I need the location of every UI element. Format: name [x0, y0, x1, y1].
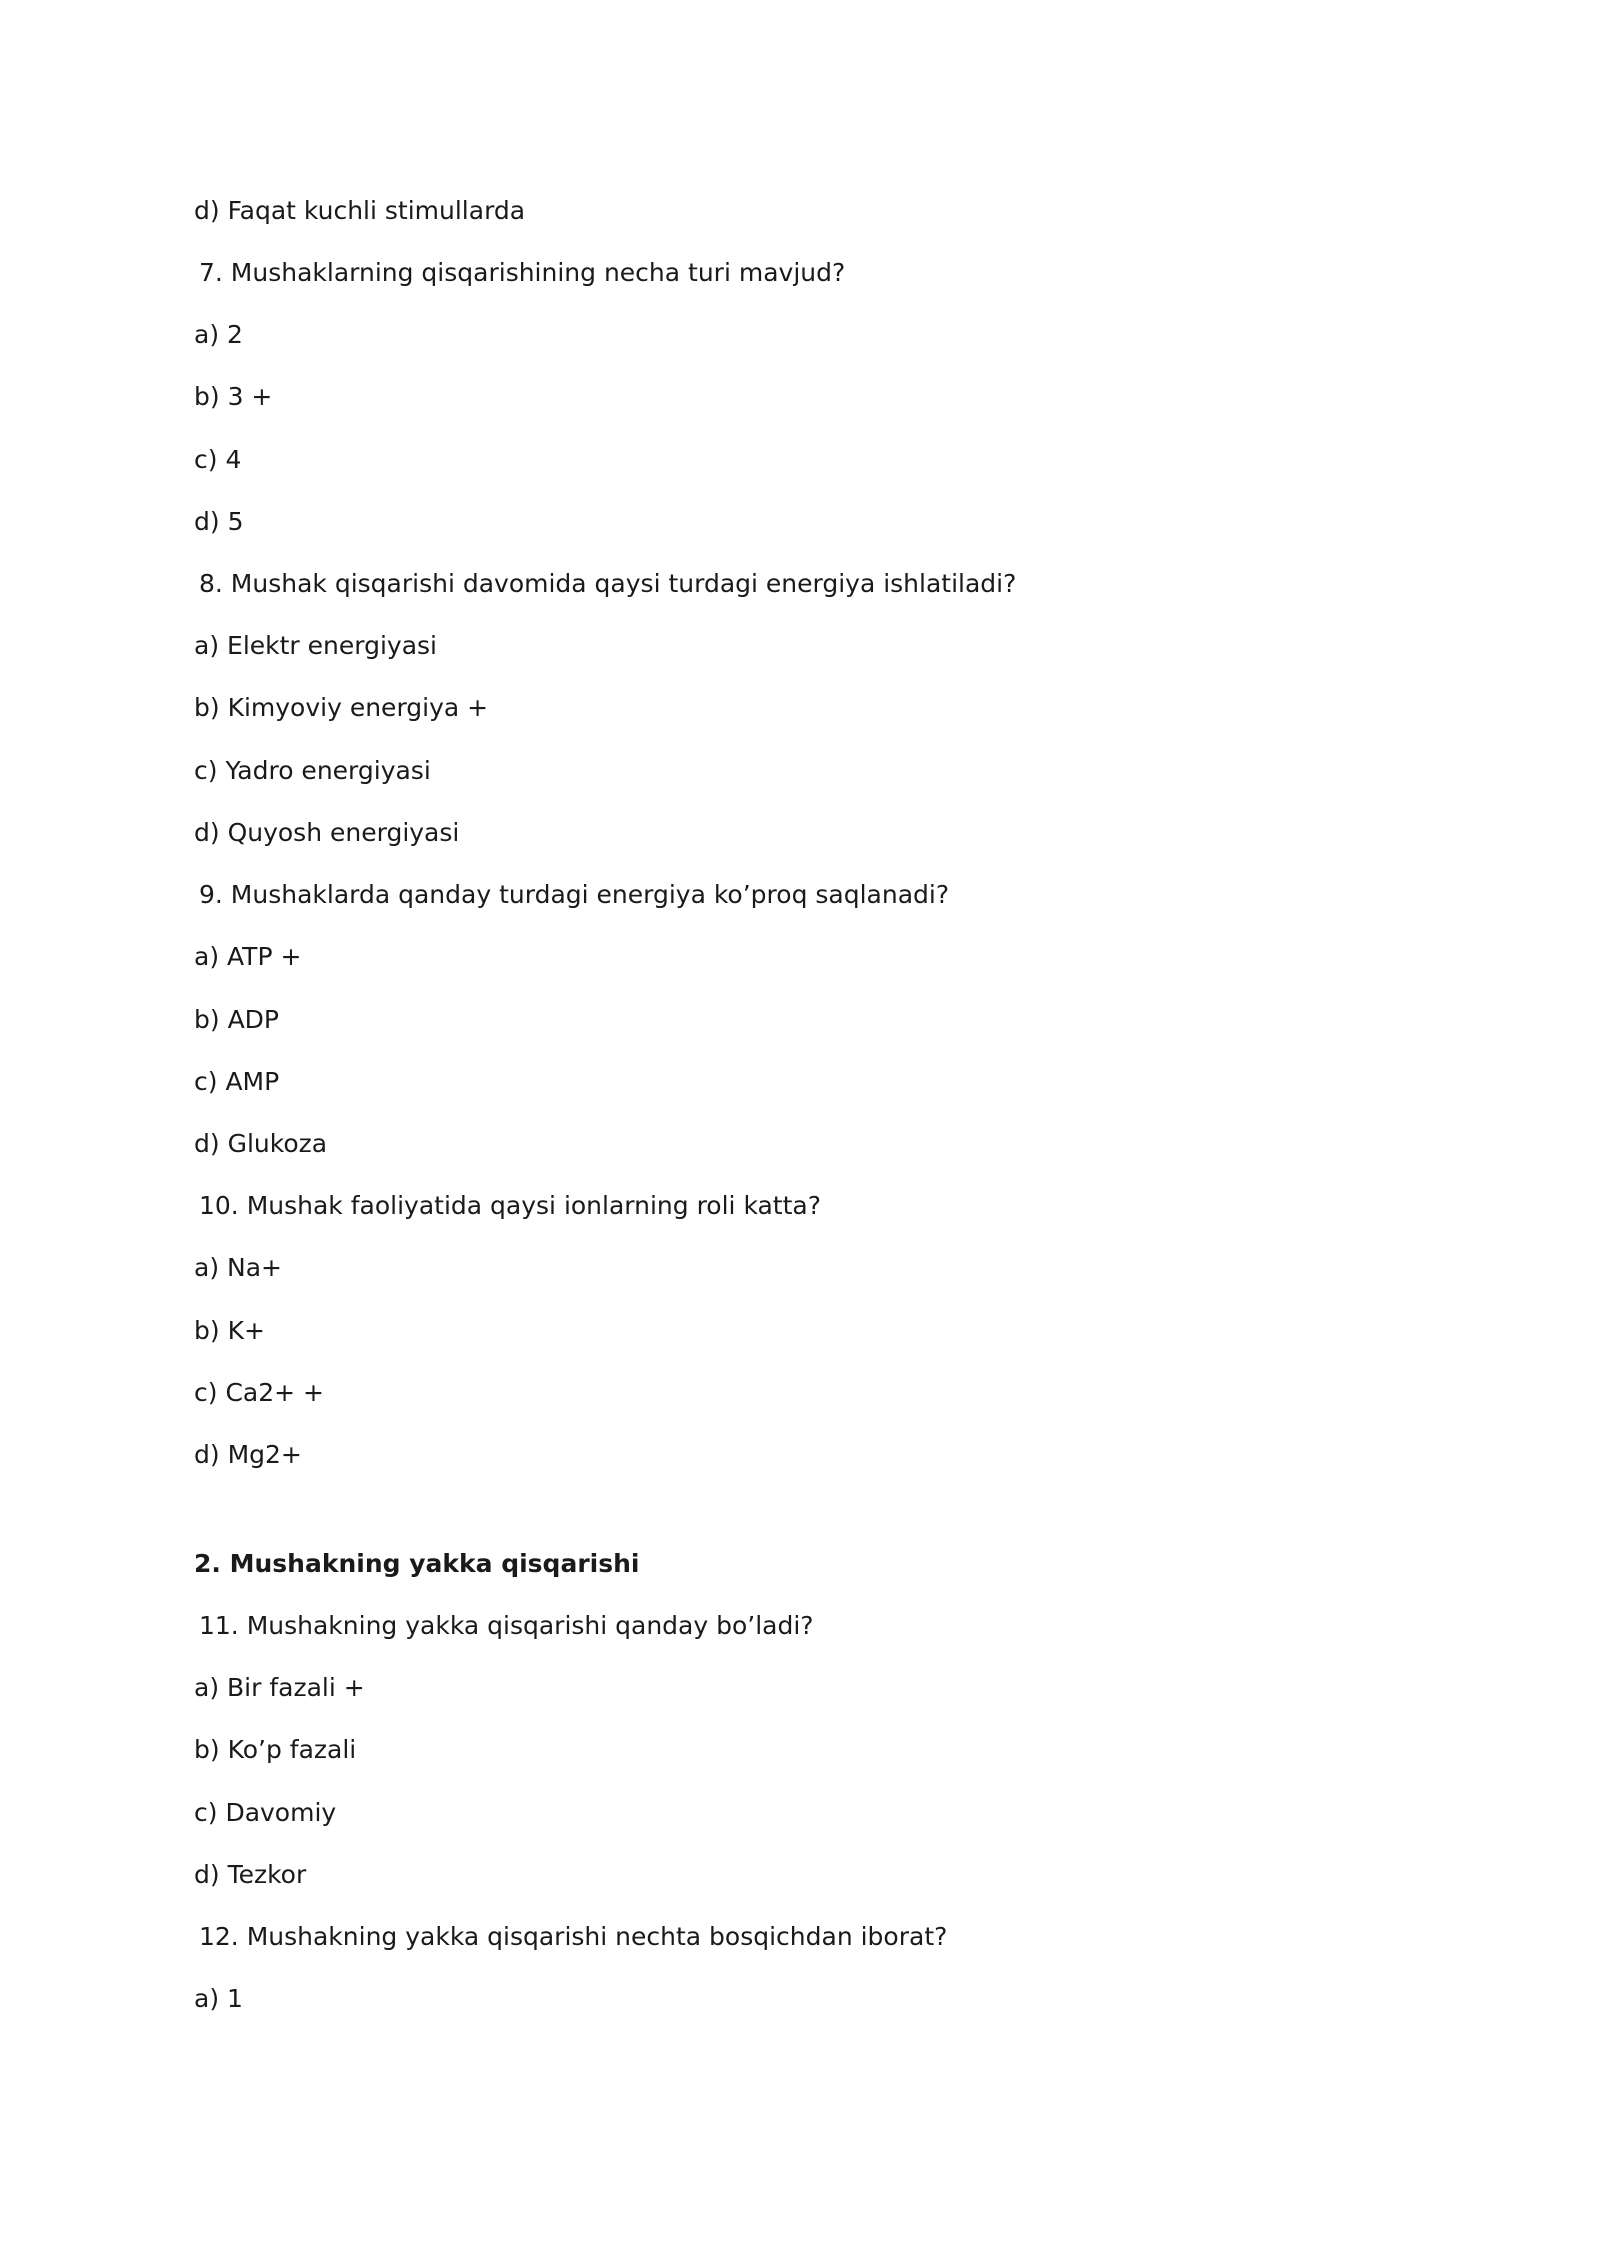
answer-option: d) 5: [194, 507, 244, 536]
answer-option: a) 1: [194, 1984, 243, 2013]
answer-option: b) Kimyoviy energiya +: [194, 693, 489, 722]
answer-option: c) Ca2+ +: [194, 1378, 324, 1407]
answer-option: a) Na+: [194, 1253, 282, 1282]
answer-option: c) Yadro energiyasi: [194, 756, 431, 785]
answer-option: b) 3 +: [194, 382, 273, 411]
answer-option: b) ADP: [194, 1005, 279, 1034]
question-9: 9. Mushaklarda qanday turdagi energiya ko’proq saqlanadi?: [199, 880, 950, 909]
answer-option: c) 4: [194, 445, 242, 474]
answer-option: b) K+: [194, 1316, 265, 1345]
answer-option: a) ATP +: [194, 942, 302, 971]
answer-option: d) Mg2+: [194, 1440, 302, 1469]
answer-option: d) Tezkor: [194, 1860, 307, 1889]
answer-option: b) Ko’p fazali: [194, 1735, 357, 1764]
answer-option: d) Faqat kuchli stimullarda: [194, 196, 526, 225]
answer-option: c) AMP: [194, 1067, 280, 1096]
answer-option: d) Quyosh energiyasi: [194, 818, 460, 847]
question-12: 12. Mushakning yakka qisqarishi nechta bosqichdan iborat?: [199, 1922, 948, 1951]
answer-option: a) Elektr energiyasi: [194, 631, 437, 660]
question-8: 8. Mushak qisqarishi davomida qaysi turdagi energiya ishlatiladi?: [199, 569, 1017, 598]
answer-option: a) 2: [194, 320, 243, 349]
answer-option: a) Bir fazali +: [194, 1673, 365, 1702]
answer-option: c) Davomiy: [194, 1798, 337, 1827]
answer-option: d) Glukoza: [194, 1129, 328, 1158]
section-heading: 2. Mushakning yakka qisqarishi: [194, 1549, 640, 1578]
question-11: 11. Mushakning yakka qisqarishi qanday bo’ladi?: [199, 1611, 814, 1640]
question-7: 7. Mushaklarning qisqarishining necha turi mavjud?: [199, 258, 846, 287]
question-10: 10. Mushak faoliyatida qaysi ionlarning roli katta?: [199, 1191, 821, 1220]
